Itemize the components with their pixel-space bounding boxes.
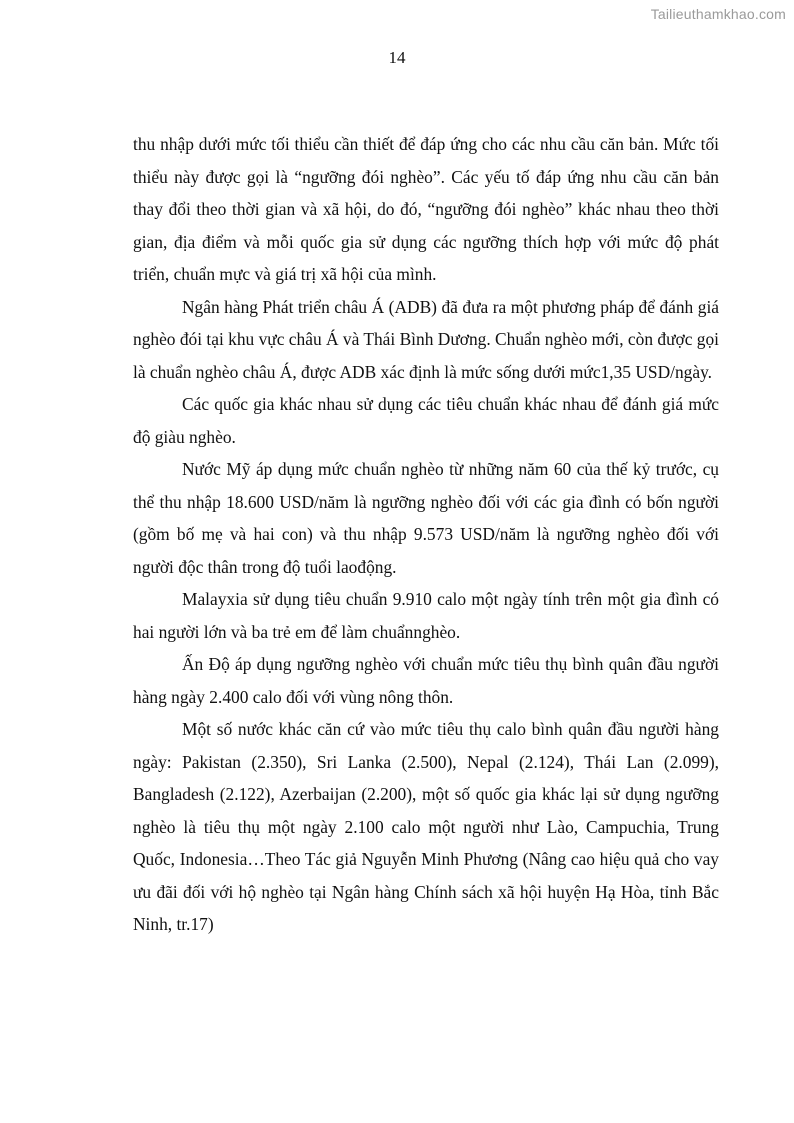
paragraph-usa-standard: Nước Mỹ áp dụng mức chuẩn nghèo từ những năm 60 của thế kỷ trước, cụ thể thu nhập 18.600 USD/năm là ngưỡng nghèo đối với các gia đình có bốn người (gồm bố mẹ và hai con) và thu nhập 9.573 USD/năm là ngưỡng nghèo đối với người độc thân trong độ tuổi laođộng. (133, 459, 719, 577)
paragraph-continuation: thu nhập dưới mức tối thiểu cần thiết để đáp ứng cho các nhu cầu căn bản. Mức tối thiểu này được gọi là “ngưỡng đói nghèo”. Các yếu tố đáp ứng nhu cầu căn bản thay đổi theo thời gian và xã hội, do đó, “ngưỡng đói nghèo” khác nhau theo thời gian, địa điểm và mỗi quốc gia sử dụng các ngưỡng thích hợp với mức độ phát triển, chuẩn mực và giá trị xã hội của mình. (133, 134, 719, 284)
paragraph-different-standards: Các quốc gia khác nhau sử dụng các tiêu chuẩn khác nhau để đánh giá mức độ giàu nghèo. (133, 394, 719, 447)
page-number: 14 (388, 48, 406, 67)
paragraph-other-countries: Một số nước khác căn cứ vào mức tiêu thụ calo bình quân đầu người hàng ngày: Pakistan (2.350), Sri Lanka (2.500), Nepal (2.124), Thái Lan (2.099), Bangladesh (2.122), Azerbaijan (2.200), một số quốc gia khác lại sử dụng ngưỡng nghèo là tiêu thụ một ngày 2.100 calo một người như Lào, Campuchia, Trung Quốc, Indonesia…Theo Tác giả Nguyễn Minh Phương (Nâng cao hiệu quả cho vay ưu đãi đối với hộ nghèo tại Ngân hàng Chính sách xã hội huyện Hạ Hòa, tỉnh Bắc Ninh, tr.17) (133, 719, 719, 934)
paragraph-adb-poverty-line: Ngân hàng Phát triển châu Á (ADB) đã đưa ra một phương pháp để đánh giá nghèo đói tại khu vực châu Á và Thái Bình Dương. Chuẩn nghèo mới, còn được gọi là chuẩn nghèo châu Á, được ADB xác định là mức sống dưới mức1,35 USD/ngày. (133, 296, 719, 382)
paragraph-malaysia-standard: Malayxia sử dụng tiêu chuẩn 9.910 calo một ngày tính trên một gia đình có hai người lớn và ba trẻ em để làm chuẩnnghèo. (133, 589, 719, 642)
paragraph-india-standard: Ấn Độ áp dụng ngưỡng nghèo với chuẩn mức tiêu thụ bình quân đầu người hàng ngày 2.400 calo đối với vùng nông thôn. (133, 654, 719, 707)
watermark-text: Tailieuthamkhao.com (650, 6, 786, 22)
document-body (133, 128, 719, 941)
